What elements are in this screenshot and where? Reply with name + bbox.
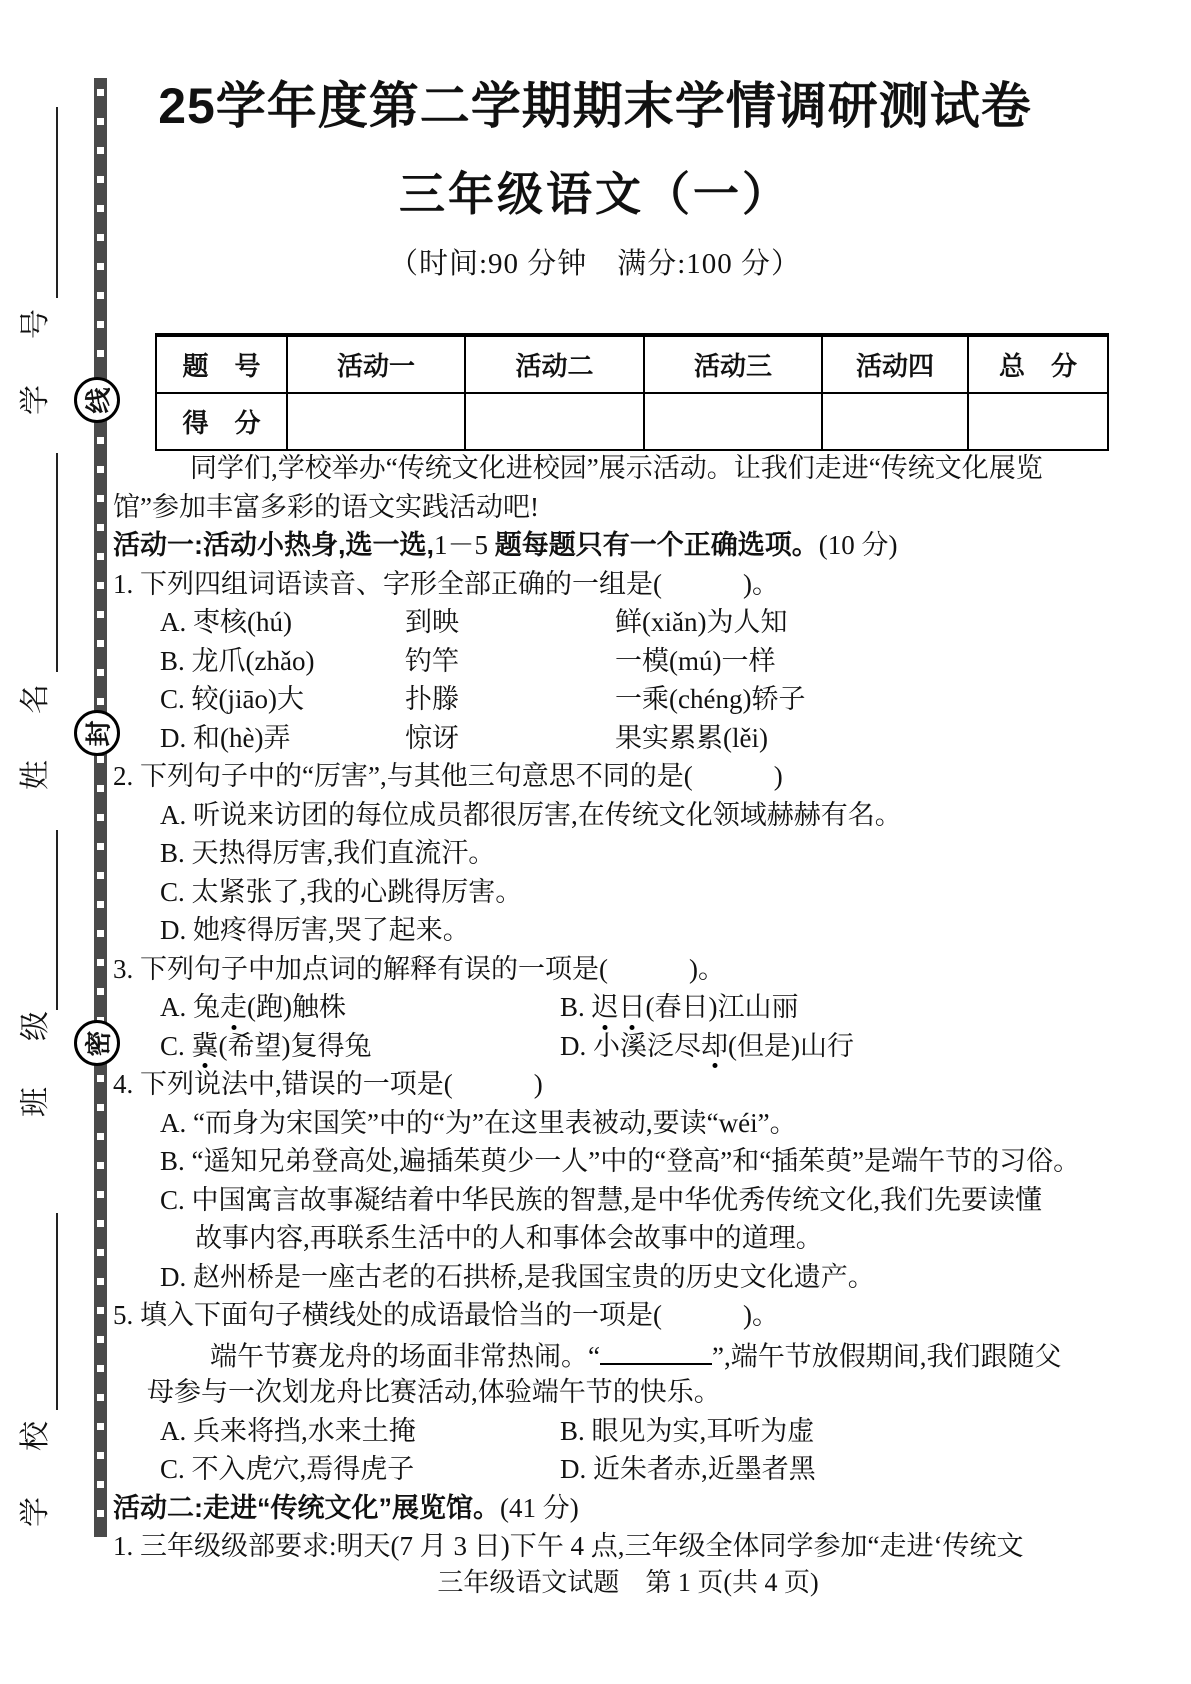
option-column — [160, 1412, 560, 1451]
body-text: 1. 下列四组词语读音、字形全部正确的一组是( )。 — [113, 568, 779, 599]
page-title: 25学年度第二学期期末学情调研测试卷 — [158, 78, 1032, 134]
content-line — [113, 1181, 1153, 1220]
body-text: 鲜(xiǎn)为人知 — [615, 607, 788, 637]
emphasized-char: 却 — [701, 1027, 728, 1066]
option-column — [160, 719, 405, 758]
body-text: D. 赵州桥是一座古老的石拱桥,是我国宝贵的历史文化遗产。 — [160, 1261, 875, 1292]
score-row-label: 得 分 — [156, 393, 287, 450]
body-text: 一乘(chéng)轿子 — [615, 684, 806, 714]
option-column — [160, 603, 405, 642]
content-line — [113, 1373, 1153, 1412]
option-column — [405, 680, 615, 719]
score-table-header-cell: 活动三 — [644, 335, 822, 393]
content-line — [113, 719, 1153, 758]
body-text: A. 兔 — [160, 992, 220, 1022]
emphasized-char: 迟 — [592, 988, 619, 1027]
score-table-header-cell: 题 号 — [156, 335, 287, 393]
content-line — [113, 988, 1153, 1027]
exam-body — [113, 449, 1153, 1566]
option-column — [615, 642, 775, 681]
option-column — [160, 642, 405, 681]
page-subtitle: 三年级语文（一） — [399, 169, 791, 220]
score-table-header-cell: 活动四 — [822, 335, 968, 393]
margin-label-class: 班 级 — [19, 1003, 52, 1117]
body-text: (跑)触株 — [247, 992, 346, 1022]
content-line — [113, 488, 1153, 527]
body-text: (春日)江山丽 — [645, 992, 799, 1022]
body-text: 扑滕 — [405, 684, 459, 714]
content-line — [113, 873, 1153, 912]
body-text: 端午节赛龙舟的场面非常热闹。“ — [210, 1340, 600, 1371]
body-text: A. 枣核(hú) — [160, 607, 292, 637]
option-column — [405, 719, 615, 758]
body-text: (但是)山行 — [728, 1030, 854, 1061]
seal-dashed-band — [94, 78, 107, 1537]
margin-label-school: 学 校 — [19, 1413, 52, 1527]
option-column — [560, 1450, 816, 1489]
option-column — [160, 1450, 560, 1489]
option-column — [160, 680, 405, 719]
content-line — [113, 526, 1153, 565]
body-text: A. 听说来访团的每位成员都很厉害,在传统文化领域赫赫有名。 — [160, 799, 902, 830]
score-cell — [465, 393, 644, 450]
content-line — [113, 1258, 1153, 1297]
content-line — [113, 1489, 1153, 1528]
body-text: 馆”参加丰富多彩的语文实践活动吧! — [113, 491, 539, 522]
content-line — [113, 565, 1153, 604]
body-text: D. 小溪泛尽 — [560, 1030, 701, 1061]
class-blank — [56, 830, 58, 1010]
body-text: B. “遥知兄弟登高处,遍插茱萸少一人”中的“登高”和“插茱萸”是端午节的习俗。 — [160, 1146, 1081, 1176]
content-line — [113, 950, 1153, 989]
body-text: B. 眼见为实,耳听为虚 — [560, 1415, 815, 1446]
emphasized-char: 走 — [220, 988, 247, 1027]
content-line — [113, 911, 1153, 950]
option-column — [560, 1412, 814, 1451]
body-text: 1－5 — [434, 530, 495, 560]
section-heading-text: 活动二:走进“传统文化”展览馆。 — [113, 1492, 500, 1523]
section-heading-text: 题每题只有一个正确选项。 — [494, 530, 819, 560]
content-line — [113, 1527, 1153, 1566]
body-text: C. 太紧张了,我的心跳得厉害。 — [160, 876, 523, 907]
content-line — [113, 1065, 1153, 1104]
body-text: 一模(mú)一样 — [615, 645, 776, 676]
body-text: 果实累累(lěi) — [615, 722, 768, 753]
score-cell — [644, 393, 822, 450]
body-text: (10 分) — [818, 530, 898, 560]
score-table-header-cell: 总 分 — [968, 335, 1108, 393]
body-text: D. 和(hè)弄 — [160, 722, 291, 753]
content-line — [113, 796, 1153, 835]
content-line — [113, 449, 1153, 488]
body-text: B. — [560, 992, 592, 1022]
content-line — [113, 1104, 1153, 1143]
section-heading-text: 活动一:活动小热身,选一选, — [113, 530, 434, 560]
body-text: C. — [160, 1030, 192, 1061]
exam-info: （时间:90 分钟 满分:100 分） — [388, 248, 802, 280]
margin-label-student-number: 学 号 — [19, 301, 52, 415]
page-footer: 三年级语文试题 第 1 页(共 4 页) — [437, 1568, 819, 1597]
option-column — [405, 603, 615, 642]
option-column — [405, 642, 615, 681]
option-column — [560, 1027, 854, 1066]
body-text: 4. 下列说法中,错误的一项是( ) — [113, 1069, 543, 1099]
body-text: 同学们,学校举办“传统文化进校园”展示活动。让我们走进“传统文化展览 — [190, 453, 1043, 483]
option-column — [160, 1027, 560, 1066]
content-line — [113, 1412, 1153, 1451]
body-text: C. 不入虎穴,焉得虎子 — [160, 1454, 415, 1484]
content-line — [113, 642, 1153, 681]
emphasized-char: 日 — [619, 988, 646, 1027]
option-column — [615, 680, 805, 719]
body-text: 2. 下列句子中的“厉害”,与其他三句意思不同的是( ) — [113, 761, 783, 791]
score-cell — [287, 393, 465, 450]
body-text: 到映 — [405, 607, 459, 637]
seal-stamp-feng: 封 — [74, 710, 120, 756]
body-text: 母参与一次划龙舟比赛活动,体验端午节的快乐。 — [147, 1377, 721, 1407]
body-text: 钓竿 — [405, 645, 459, 676]
content-line — [113, 757, 1153, 796]
emphasized-char: 冀 — [192, 1027, 219, 1066]
school-blank — [56, 1213, 58, 1410]
option-column — [615, 719, 768, 758]
body-text: 5. 填入下面句子横线处的成语最恰当的一项是( )。 — [113, 1300, 779, 1330]
content-line — [113, 603, 1153, 642]
score-cell — [822, 393, 968, 450]
body-text: 1. 三年级级部要求:明天(7 月 3 日)下午 4 点,三年级全体同学参加“走进‘传统文 — [113, 1531, 1024, 1561]
body-text: A. “而身为宋国笑”中的“为”在这里表被动,要读“wéi”。 — [160, 1107, 797, 1138]
body-text: B. 龙爪(zhǎo) — [160, 645, 315, 676]
body-text: A. 兵来将挡,水来土掩 — [160, 1415, 416, 1446]
body-text: C. 较(jiāo)大 — [160, 684, 304, 714]
body-text: (希望)复得兔 — [218, 1030, 372, 1061]
option-column — [160, 988, 560, 1027]
seal-stamp-line: 线 — [74, 377, 120, 423]
body-text: B. 天热得厉害,我们直流汗。 — [160, 838, 496, 868]
score-table-header-cell: 活动一 — [287, 335, 465, 393]
body-text: C. 中国寓言故事凝结着中华民族的智慧,是中华优秀传统文化,我们先要读懂 — [160, 1184, 1043, 1215]
content-line — [113, 834, 1153, 873]
body-text: D. 她疼得厉害,哭了起来。 — [160, 915, 470, 945]
body-text: 惊讶 — [405, 722, 459, 753]
content-line — [113, 1296, 1153, 1335]
content-line — [113, 1027, 1153, 1066]
name-blank — [56, 453, 58, 672]
fill-in-blank — [600, 1335, 712, 1365]
content-line — [113, 1335, 1153, 1374]
content-line — [113, 680, 1153, 719]
seal-stamp-mi: 密 — [74, 1020, 120, 1066]
body-text: D. 近朱者赤,近墨者黑 — [560, 1454, 816, 1484]
body-text: 故事内容,再联系生活中的人和事体会故事中的道理。 — [195, 1223, 823, 1253]
body-text: ”,端午节放假期间,我们跟随父 — [711, 1340, 1062, 1371]
score-table — [155, 333, 1109, 451]
content-line — [113, 1219, 1153, 1258]
score-cell — [968, 393, 1108, 450]
content-line — [113, 1450, 1153, 1489]
option-column — [560, 988, 799, 1027]
content-line — [113, 1142, 1153, 1181]
body-text: (41 分) — [500, 1492, 579, 1523]
option-column — [615, 603, 787, 642]
margin-label-name: 姓 名 — [19, 676, 52, 790]
score-table-header-cell: 活动二 — [465, 335, 644, 393]
body-text: 3. 下列句子中加点词的解释有误的一项是( )。 — [113, 953, 725, 984]
